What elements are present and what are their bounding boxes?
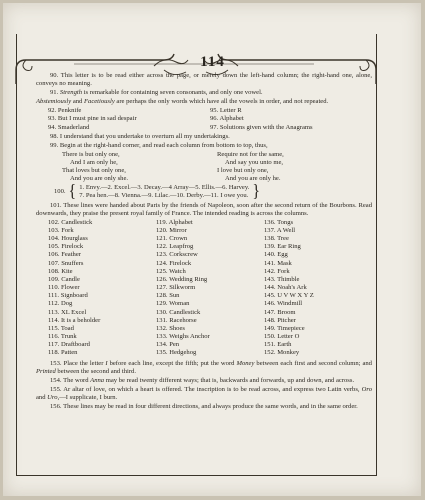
answer-100-lines [79,184,249,200]
answer-91-number: 91. [50,89,59,97]
list-item: 128. Sun [156,292,180,300]
answers-102-152 [48,219,372,358]
list-item: 147. Broom [264,308,296,316]
list-item: 152. Monkey [264,349,300,357]
answer-99: 99. Begin at the right-hand corner, and read each column from bottom to top, thus, [50,141,268,149]
answer-90: 90. This letter is to be read either across the page, or merely down the left-hand column; the right-hand one, alone, conveys no meaning. [36,72,372,88]
verse-line: And you are only he. [225,175,281,183]
answer-98: 98. I understand that you undertake to overturn all my undertakings. [50,132,230,140]
answer-153-text: 153. Place the letter [50,359,106,367]
answer-155-text: ,—I supplicate, I burn. [57,393,118,401]
verse-line: That loves but only one, [62,166,126,174]
answers-92-94 [48,107,210,131]
answer-100-line: 1. Envy.—2. Excel.—3. Decay.—4 Array—5. Ellis.—6. Harvey. [79,184,250,192]
list-item: 141. Mask [264,259,292,267]
answer-96: 96. Alphabet [210,115,244,123]
answer-153-word-money: Money [236,359,255,367]
answer-92: 92. Penknife [48,107,82,115]
list-item: 102. Candlestick [48,218,93,226]
answer-91-word: Strength [59,89,83,97]
page-number: 114 [200,54,225,70]
verse-line: And I am only he, [70,158,118,166]
page-content [36,72,372,412]
list-item: 139. Ear Ring [264,243,301,251]
right-brace: } [252,182,261,202]
verse-line: And say you unto me, [225,158,284,166]
answer-100 [36,184,372,200]
list-item: 113. XL Excel [48,308,87,316]
answers-92-97 [36,107,372,131]
answers-95-97 [210,107,372,131]
list-item: 112. Dog [48,300,73,308]
list-item: 126. Wedding Ring [156,275,208,283]
verse-right-column [217,151,372,184]
list-item: 109. Candle [48,275,80,283]
left-brace: { [68,182,77,202]
answer-101: 101. These lines were handed about Paris by the friends of Napoleon, soon after the second return of the Bourbons. Read downwards, they praise the present royal family of France. The intended reading is across the columns. [36,201,372,217]
list-item: 104. Hourglass [48,235,88,243]
answers-column-2 [156,219,264,358]
list-item: 123. Corkscrew [156,251,198,259]
list-item: 122. Leapfrog [156,243,194,251]
word-facetiously: Facetiously [84,98,115,106]
list-item: 103. Fork [48,227,74,234]
answer-100-line: 7. Pea hen.—8. Vienna.—9. Lilac.—10. Derby.—11. I owe you. [79,192,249,200]
answer-99-verse [36,151,372,184]
list-item: 105. Firelock [48,243,84,251]
verse-left-column [62,151,217,184]
list-item: 140. Egg [264,251,288,259]
answers-column-3 [264,219,372,358]
list-item: 119. Alphabet [156,218,193,226]
verse-line: And you are only she. [70,175,129,183]
list-item: 129. Woman [156,300,190,308]
list-item: 146. Windmill [264,300,303,308]
list-item: 132. Shoes [156,324,185,332]
list-item: 138. Tree [264,235,289,243]
list-item: 108. Kite [48,267,73,275]
list-item: 149. Timepiece [264,324,305,332]
answer-154-text: may be read twenty different ways; that is, backwards and forwards, up and down, and across. [104,376,355,384]
list-item: 150. Letter O [264,333,300,341]
list-item: 151. Earth [264,341,292,349]
answer-155 [36,386,372,402]
list-item: 134. Pen [156,341,180,349]
answer-153-text: between the second and third. [55,367,136,375]
verse-line: There is but only one, [62,150,120,158]
list-item: 145. U V W X Y Z [264,292,314,300]
answer-91-continued-text: are perhaps the only words which have all the vowels in order, and not repeated. [114,98,329,106]
list-item: 118. Patten [48,349,78,357]
answer-100-number: 100. [54,188,66,196]
answer-155-word-oro: Oro [361,385,372,393]
answer-91-continued [36,98,372,106]
list-item: 116. Trunk [48,333,77,341]
answer-155-text: 155. Ar altar of love, on which a heart is offered. The inscription is to be read across, and express two Latin verbs, [50,385,362,393]
list-item: 111. Signboard [48,292,88,300]
list-item: 144. Noah's Ark [264,284,307,292]
verse-line: Require not for the same, [217,150,284,158]
answer-155-word-uro: Uro [47,393,58,401]
answer-95: 95. Letter R [210,107,242,115]
answer-153-text: before each line, except the fifth; put the word [107,359,237,367]
answer-155-text: and [36,393,48,401]
answer-153-word-printed: Printed [36,367,56,375]
answer-154-word-anna: Anna [90,376,105,384]
list-item: 125. Watch [156,267,186,275]
list-item: 117. Draftboard [48,341,90,349]
answer-154 [36,377,372,385]
list-item: 136. Tongs [264,218,294,226]
list-item: 121. Crown [156,235,188,243]
list-item: 142. Fork [264,267,290,275]
list-item: 137. A Well [264,227,296,234]
answer-91-text: is remarkable for containing seven consonants, and only one vowel. [82,89,263,97]
answer-154-text: 154. The word [50,376,91,384]
list-item: 107. Snuffers [48,259,84,267]
answer-94: 94. Smaderland [48,123,90,131]
list-item: 148. Pitcher [264,316,296,324]
answers-column-1 [48,219,156,358]
word-abstemiously: Abstemiously [36,98,72,106]
list-item: 106. Feather [48,251,81,259]
list-item: 124. Firelock [156,259,192,267]
list-item: 120. Mirror [156,227,187,234]
list-item: 127. Silkworm [156,284,196,292]
answer-91-connector: and [71,98,84,106]
answer-153-letter: I [105,359,108,367]
list-item: 131. Racehorse [156,316,197,324]
answer-93: 93. But I must pine in sad despair [48,115,137,123]
list-item: 130. Candlestick [156,308,201,316]
answer-97: 97. Solutions given with the Anagrams [210,123,313,131]
list-item: 135. Hedgehog [156,349,197,357]
list-item: 114. It is a beholder [48,316,101,324]
answer-153 [36,360,372,376]
list-item: 143. Thimble [264,275,300,283]
answer-156: 156. These lines may be read in four different directions, and always produce the same words, and in the same order. [50,402,358,410]
answer-153-text: between each first and second column; and [254,359,372,367]
list-item: 115. Toad [48,324,74,332]
answer-91 [36,89,372,97]
list-item: 133. Weighs Anchor [156,333,210,341]
list-item: 110. Flower [48,284,80,292]
verse-line: I love but only one, [217,166,269,174]
